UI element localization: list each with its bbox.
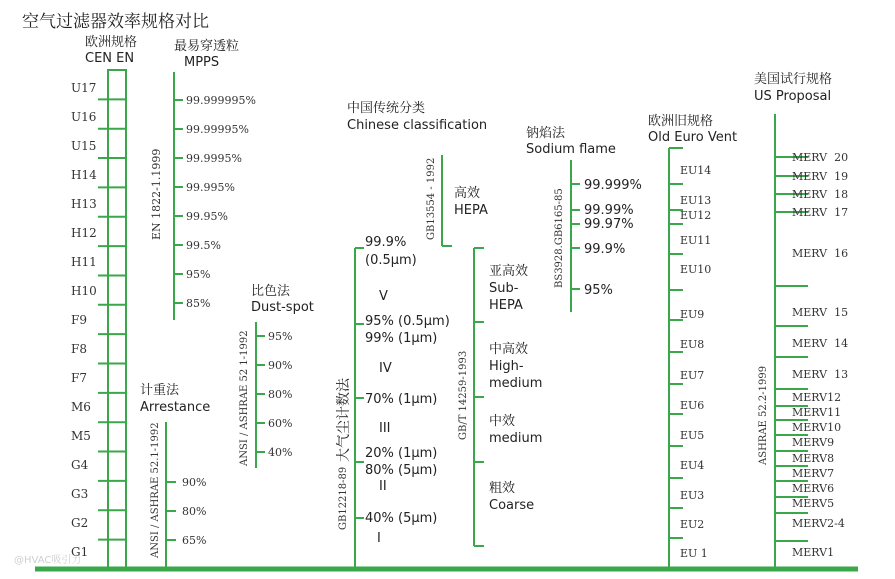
eurovent-label-eu7: EU7 bbox=[680, 369, 705, 382]
chinese-subhepa-en2: HEPA bbox=[489, 298, 523, 313]
atmospheric-class-iii: III bbox=[379, 421, 391, 436]
us-label-merv9: MERV9 bbox=[792, 436, 835, 449]
eurovent-label-eu4: EU4 bbox=[680, 459, 705, 472]
arrestance-label-2: 65% bbox=[182, 534, 207, 547]
mpps-label-0: 99.999995% bbox=[186, 94, 256, 107]
eurovent-label-eu5: EU5 bbox=[680, 429, 705, 442]
atmospheric-column bbox=[335, 235, 450, 569]
eurovent-label-eu8: EU8 bbox=[680, 338, 705, 351]
us-label-merv7: MERV7 bbox=[792, 467, 835, 480]
cen-label-h13: H13 bbox=[71, 197, 97, 211]
dustspot-column bbox=[239, 283, 314, 468]
us-label-merv20: MERV 20 bbox=[792, 151, 849, 164]
cen-label-g3: G3 bbox=[71, 487, 89, 501]
chinese-hepa-cn: 高效 bbox=[454, 186, 481, 201]
eurovent-label-eu6: EU6 bbox=[680, 399, 705, 412]
diagram-title: 空气过滤器效率规格对比 bbox=[22, 12, 209, 32]
mpps-label-4: 99.95% bbox=[186, 210, 228, 223]
cen-label-u17: U17 bbox=[71, 81, 97, 95]
atmospheric-standard: GB12218-89 bbox=[338, 466, 349, 530]
eurovent-label-eu14: EU14 bbox=[680, 164, 712, 177]
atmospheric-level-b1: 95% (0.5μm) bbox=[365, 314, 450, 329]
mpps-title-en: MPPS bbox=[184, 55, 220, 70]
chinese-hepa-en: HEPA bbox=[454, 203, 488, 218]
us-label-merv14: MERV 14 bbox=[792, 337, 849, 350]
mpps-label-5: 99.5% bbox=[186, 239, 221, 252]
chinese-coarse-en: Coarse bbox=[489, 498, 535, 513]
eurovent-title-en: Old Euro Vent bbox=[648, 130, 738, 145]
cen-scale-box bbox=[108, 70, 126, 569]
cen-label-u15: U15 bbox=[71, 139, 97, 153]
eurovent-label-eu11: EU11 bbox=[680, 234, 712, 247]
atmospheric-level-a2: (0.5μm) bbox=[365, 253, 417, 268]
mpps-ticks bbox=[174, 100, 183, 303]
dustspot-title-cn: 比色法 bbox=[251, 284, 291, 299]
us-label-merv19: MERV 19 bbox=[792, 170, 849, 183]
atmospheric-level-d1: 20% (1μm) bbox=[365, 446, 438, 461]
dustspot-label-0: 95% bbox=[268, 330, 293, 343]
us-title-en: US Proposal bbox=[754, 89, 832, 104]
cen-title-en: CEN EN bbox=[85, 51, 135, 66]
chinese-title-en: Chinese classification bbox=[347, 118, 488, 133]
us-label-merv8: MERV8 bbox=[792, 452, 835, 465]
mpps-label-6: 95% bbox=[186, 268, 211, 281]
arrestance-label-1: 80% bbox=[182, 505, 207, 518]
us-standard: ASHRAE 52.2-1999 bbox=[758, 365, 769, 465]
us-label-merv2-4: MERV2-4 bbox=[792, 517, 845, 530]
cen-label-f8: F8 bbox=[71, 342, 87, 356]
mpps-label-3: 99.995% bbox=[186, 181, 235, 194]
us-label-merv15: MERV 15 bbox=[792, 306, 849, 319]
cen-label-g2: G2 bbox=[71, 516, 89, 530]
us-label-merv17: MERV 17 bbox=[792, 206, 849, 219]
cen-labels bbox=[71, 81, 97, 559]
atmospheric-title: 大气尘计数法 bbox=[336, 378, 352, 462]
atmospheric-class-v: V bbox=[379, 289, 388, 304]
arrestance-label-0: 90% bbox=[182, 476, 207, 489]
chinese-subhepa-en1: Sub- bbox=[489, 281, 519, 296]
eurovent-label-eu2: EU2 bbox=[680, 518, 705, 531]
atmospheric-level-a: 99.9% bbox=[365, 235, 407, 250]
eurovent-label-eu3: EU3 bbox=[680, 489, 705, 502]
cen-label-m6: M6 bbox=[71, 400, 91, 414]
atmospheric-level-e: 40% (5μm) bbox=[365, 511, 438, 526]
eurovent-label-eu13: EU13 bbox=[680, 194, 712, 207]
atmospheric-level-c: 70% (1μm) bbox=[365, 392, 438, 407]
mpps-standard: EN 1822-1.1999 bbox=[150, 148, 163, 240]
chinese-subhepa-cn: 亚高效 bbox=[489, 264, 529, 279]
dustspot-label-2: 80% bbox=[268, 388, 293, 401]
us-column bbox=[754, 71, 848, 569]
cen-label-h14: H14 bbox=[71, 168, 97, 182]
mpps-label-1: 99.99995% bbox=[186, 123, 249, 136]
chinese-coarse-cn: 粗效 bbox=[489, 481, 516, 496]
dustspot-label-3: 60% bbox=[268, 417, 293, 430]
chinese-hepa-standard: GB13554 - 1992 bbox=[426, 157, 437, 240]
dustspot-label-1: 90% bbox=[268, 359, 293, 372]
dustspot-title-en: Dust-spot bbox=[251, 300, 314, 315]
cen-ticks bbox=[98, 99, 126, 539]
cen-label-h11: H11 bbox=[71, 255, 97, 269]
chinese-highmedium-en2: medium bbox=[489, 376, 543, 391]
cen-label-m5: M5 bbox=[71, 429, 91, 443]
chinese-medium-en: medium bbox=[489, 431, 543, 446]
us-label-merv12: MERV12 bbox=[792, 391, 842, 404]
eurovent-label-eu9: EU9 bbox=[680, 308, 705, 321]
cen-label-g4: G4 bbox=[71, 458, 89, 472]
atmospheric-class-i: I bbox=[377, 531, 381, 546]
dustspot-standard: ANSI / ASHRAE 52 1-1992 bbox=[239, 330, 250, 466]
us-label-merv5: MERV5 bbox=[792, 497, 835, 510]
cen-label-f9: F9 bbox=[71, 313, 87, 327]
mpps-title-cn: 最易穿透粒 bbox=[174, 39, 240, 54]
eurovent-title-cn: 欧洲旧规格 bbox=[648, 114, 714, 129]
us-label-merv16: MERV 16 bbox=[792, 247, 849, 260]
chinese-medium-cn: 中效 bbox=[489, 414, 516, 429]
chinese-standard: GB/T 14259-1993 bbox=[458, 350, 469, 440]
sodium-title-cn: 钠焰法 bbox=[526, 126, 566, 141]
arrestance-column bbox=[140, 382, 210, 569]
atmospheric-level-b2: 99% (1μm) bbox=[365, 331, 438, 346]
eurovent-label-eu12: EU12 bbox=[680, 209, 712, 222]
sodium-label-2: 99.97% bbox=[584, 217, 634, 232]
cen-label-u16: U16 bbox=[71, 110, 97, 124]
atmospheric-level-d2: 80% (5μm) bbox=[365, 463, 438, 478]
arrestance-title-en: Arrestance bbox=[140, 400, 211, 415]
sodium-title-en: Sodium flame bbox=[526, 142, 616, 157]
cen-label-f7: F7 bbox=[71, 371, 87, 385]
dustspot-label-4: 40% bbox=[268, 446, 293, 459]
eurovent-label-eu10: EU10 bbox=[680, 263, 712, 276]
atmospheric-class-ii: II bbox=[379, 479, 387, 494]
sodium-label-3: 99.9% bbox=[584, 242, 626, 257]
chinese-title-cn: 中国传统分类 bbox=[347, 101, 426, 116]
us-label-merv1: MERV1 bbox=[792, 546, 835, 559]
sodium-standard: BS3928.GB6165-85 bbox=[554, 188, 565, 288]
cen-title-cn: 欧洲规格 bbox=[85, 35, 138, 50]
chinese-highmedium-cn: 中高效 bbox=[489, 342, 529, 357]
us-label-merv18: MERV 18 bbox=[792, 188, 849, 201]
eurovent-column bbox=[648, 113, 737, 569]
arrestance-title-cn: 计重法 bbox=[140, 383, 180, 398]
cen-label-g1: G1 bbox=[71, 545, 89, 559]
us-label-merv10: MERV10 bbox=[792, 421, 842, 434]
cen-label-h12: H12 bbox=[71, 226, 97, 240]
us-label-merv6: MERV6 bbox=[792, 482, 835, 495]
cen-column bbox=[71, 34, 137, 569]
chinese-highmedium-en1: High- bbox=[489, 359, 524, 374]
sodium-label-4: 95% bbox=[584, 283, 613, 298]
atmospheric-class-iv: IV bbox=[379, 361, 392, 376]
mpps-column bbox=[150, 38, 256, 320]
cen-label-h10: H10 bbox=[71, 284, 97, 298]
mpps-label-2: 99.9995% bbox=[186, 152, 242, 165]
mpps-label-7: 85% bbox=[186, 297, 211, 310]
sodium-label-1: 99.99% bbox=[584, 203, 634, 218]
us-title-cn: 美国试行规格 bbox=[754, 72, 833, 87]
eurovent-label-eu1: EU 1 bbox=[680, 547, 708, 560]
us-label-merv11: MERV11 bbox=[792, 406, 842, 419]
sodium-column bbox=[526, 125, 642, 312]
watermark: @HVAC吸引力 bbox=[14, 555, 82, 566]
us-label-merv13: MERV 13 bbox=[792, 368, 849, 381]
arrestance-standard: ANSI / ASHRAE 52.1-1992 bbox=[150, 422, 161, 558]
sodium-label-0: 99.999% bbox=[584, 178, 642, 193]
